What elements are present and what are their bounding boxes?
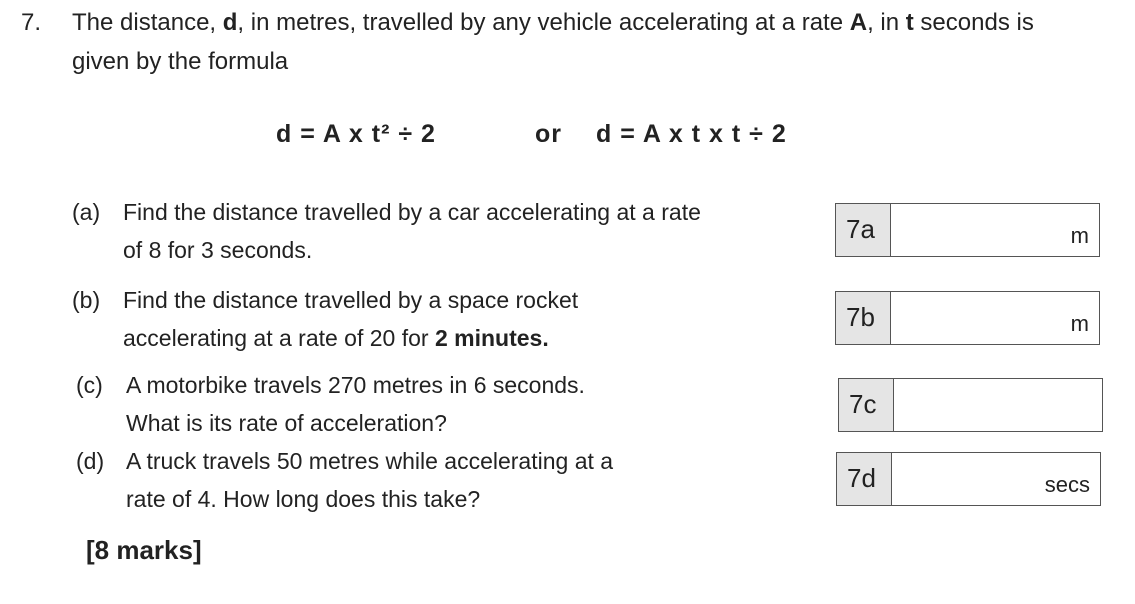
answer-box-7c[interactable] [838, 378, 1103, 432]
answer-box-7a[interactable] [835, 203, 1100, 257]
unit-label: m [1070, 311, 1089, 336]
part-b-line-1: Find the distance travelled by a space rocket [123, 287, 579, 313]
formula-or: or [535, 120, 562, 148]
answer-box-label: 7c [839, 379, 894, 431]
answer-field-7d[interactable] [892, 453, 1100, 505]
answer-box-7d[interactable] [836, 452, 1101, 506]
part-a-label: (a) [72, 199, 101, 225]
part-c-label: (c) [76, 372, 103, 398]
answer-box-label: 7b [836, 292, 891, 344]
part-b-label: (b) [72, 287, 101, 313]
formula-expanded: d = A x t x t ÷ 2 [596, 120, 787, 148]
part-a-line-2: of 8 for 3 seconds. [123, 237, 313, 263]
formula-squared: d = A x t² ÷ 2 [276, 120, 436, 148]
answer-box-7b[interactable] [835, 291, 1100, 345]
part-d-line-2: rate of 4. How long does this take? [126, 486, 481, 512]
unit-label: m [1070, 223, 1089, 248]
unit-label: secs [1044, 472, 1090, 497]
question-intro-line-1: The distance, d, in metres, travelled by any vehicle accelerating at a rate A, in t seconds is [72, 9, 1034, 36]
part-c-line-1: A motorbike travels 270 metres in 6 seconds. [126, 372, 585, 398]
part-a-line-1: Find the distance travelled by a car accelerating at a rate [123, 199, 701, 225]
question-number: 7. [21, 9, 42, 36]
total-marks: [8 marks] [86, 535, 202, 565]
part-c-line-2: What is its rate of acceleration? [126, 410, 447, 436]
answer-box-label: 7a [836, 204, 891, 256]
answer-box-label: 7d [837, 453, 892, 505]
question-intro-line-2: given by the formula [72, 48, 289, 75]
part-d-label: (d) [76, 448, 105, 474]
answer-field-7b[interactable] [891, 292, 1099, 344]
part-d-line-1: A truck travels 50 metres while accelerating at a [126, 448, 614, 474]
answer-field-7c[interactable] [894, 379, 1102, 431]
part-b-line-2: accelerating at a rate of 20 for 2 minutes. [123, 325, 549, 351]
answer-field-7a[interactable] [891, 204, 1099, 256]
